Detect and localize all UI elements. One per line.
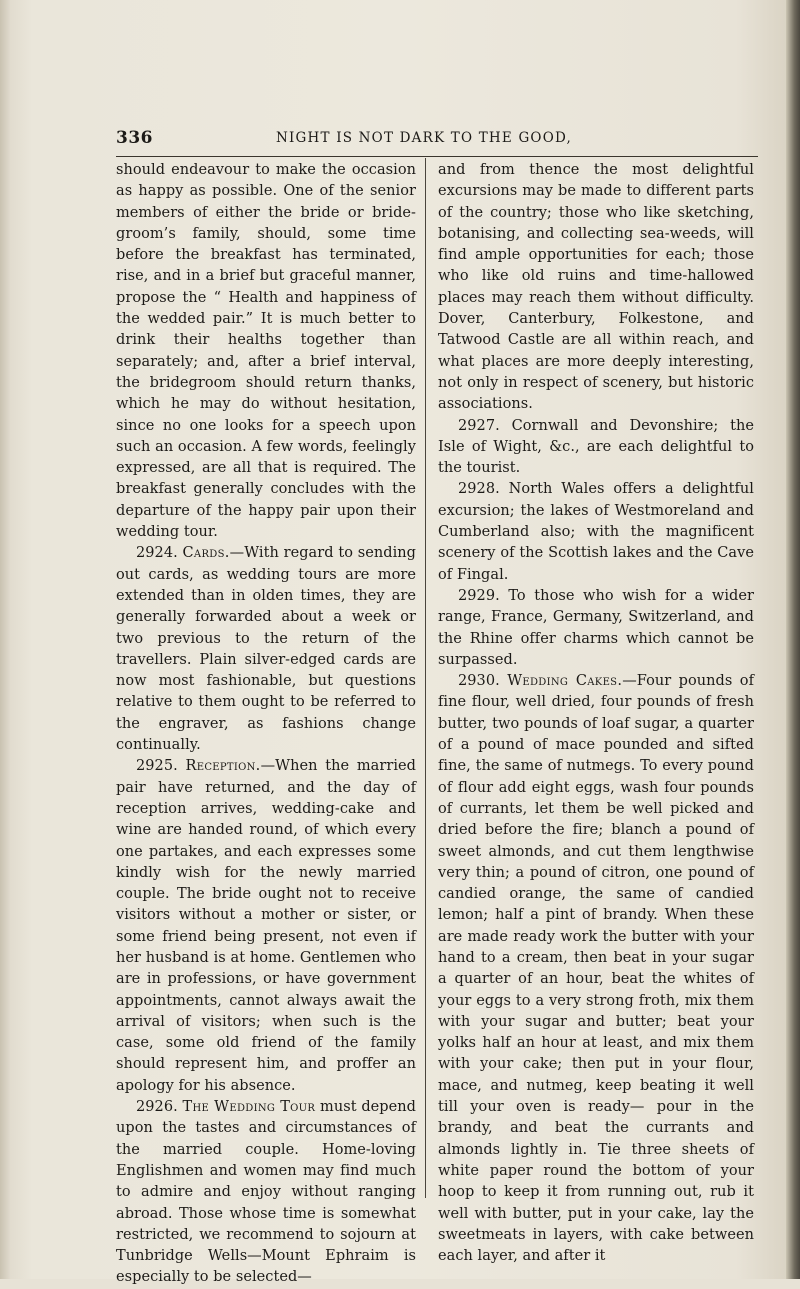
paragraph: and from thence the most delightful excursions may be made to different parts of the country; those who like sketching, botanising, and collecting sea-weeds, will find ample opportunities for each; those who like old ruins and time-hallowed places may reach them without difficulty. Dover, Canterbury, Folkestone, and Tatwood Castle are all within reach, and what places are more deeply interesting, not only in respect of scenery, but historic associations. bbox=[438, 162, 754, 413]
paragraph-2925 bbox=[116, 756, 416, 1097]
right-column bbox=[438, 160, 754, 1267]
page-gutter-shadow bbox=[0, 0, 10, 1279]
section-body: —With regard to sending out cards, as wedding tours are more extended than in olden times, they are generally forwarded about a week or two previous to the return of the travellers. Plain silver-edged cards are now most fashionable, but questions relative to them ought to be referred to the engraver, as fashions change continually. bbox=[116, 545, 416, 754]
page-number: 336 bbox=[116, 128, 153, 148]
section-number: 2924. bbox=[136, 545, 178, 562]
section-heading: Cards. bbox=[182, 545, 230, 562]
paragraph-2928: 2928. North Wales offers a delightful excursion; the lakes of Westmoreland and Cumberland also; with the magnificent scenery of the Scottish lakes and the Cave of Fingal. bbox=[438, 481, 754, 583]
section-heading: Reception. bbox=[185, 758, 261, 775]
paragraph-2927: 2927. Cornwall and Devonshire; the Isle of Wight, &c., are each delightful to the tourist. bbox=[438, 417, 754, 477]
paragraph-2924 bbox=[116, 543, 416, 756]
paragraph-2929: 2929. To those who wish for a wider range, France, Germany, Switzerland, and the Rhine offer charms which cannot be surpassed. bbox=[438, 587, 754, 668]
page-header bbox=[116, 128, 751, 150]
section-body: must depend upon the tastes and circumstances of the married couple. Home-loving Englishmen and women may find much to admire and enjoy without ranging abroad. Those whose time is somewhat restricted, we recommend to sojourn at Tunbridge Wells—Mount Ephraim is especially to be selected— bbox=[116, 1099, 416, 1286]
paragraph-2930 bbox=[438, 671, 754, 1267]
section-body: —When the married pair have returned, and the day of reception arrives, wedding-cake and wine are handed round, of which every one partakes, and each expresses some kindly wish for the newly married couple. The bride ought not to receive visitors without a mother or sister, or some friend being present, not even if her husband is at home. Gentlemen who are in professions, or have government appointments, cannot always await the arrival of visitors; when such is the case, some old friend of the family should represent him, and proffer an apology for his absence. bbox=[116, 758, 416, 1094]
section-body: —Four pounds of fine flour, well dried, four pounds of fresh butter, two pounds of loaf sugar, a quarter of a pound of mace pounded and sifted fine, the same of nutmegs. To every pound of flour add eight eggs, wash four pounds of currants, let them be well picked and dried before the fire; blanch a pound of sweet almonds, and cut them lengthwise very thin; a pound of citron, one pound of candied orange, the same of candied lemon; half a pint of brandy. When these are made ready work the butter with your hand to a cream, then beat in your sugar a quarter of an hour, beat the whites of your eggs to a very strong froth, mix them with your sugar and butter; beat your yolks half an hour at least, and mix them with your cake; then put in your flour, mace, and nutmeg, keep beating it well till your oven is ready— pour in the brandy, and beat the currants and almonds lightly in. Tie three sheets of white paper round the bottom of your hoop to keep it from running out, rub it well with butter, put in your cake, lay the sweetmeats in layers, with cake between each layer, and after it bbox=[438, 673, 754, 1265]
header-rule bbox=[116, 156, 758, 157]
column-divider bbox=[425, 158, 426, 1198]
paragraph: should endeavour to make the occasion as happy as possible. One of the senior members of either the bride or bride-groom’s family, should, some time before the breakfast has terminated, rise, and in a brief but graceful manner, propose the “ Health and happiness of the wedded pair.” It is much better to drink their healths together than separately; and, after a brief interval, the bridegroom should return thanks, which he may do without hesitation, since no one looks for a speech upon such an occasion. A few words, feelingly expressed, are all that is required. The breakfast generally concludes with the departure of the happy pair upon their wedding tour. bbox=[116, 162, 416, 541]
paragraph-2926 bbox=[116, 1097, 416, 1289]
left-column bbox=[116, 160, 416, 1289]
section-number: 2925. bbox=[136, 758, 178, 775]
section-heading: Wedding Cakes. bbox=[507, 673, 623, 690]
page-edge-shadow bbox=[786, 0, 800, 1279]
section-number: 2930. bbox=[458, 673, 500, 690]
section-number: 2926. bbox=[136, 1099, 178, 1116]
running-head: NIGHT IS NOT DARK TO THE GOOD, bbox=[276, 130, 573, 146]
section-heading: The Wedding Tour bbox=[182, 1099, 316, 1116]
